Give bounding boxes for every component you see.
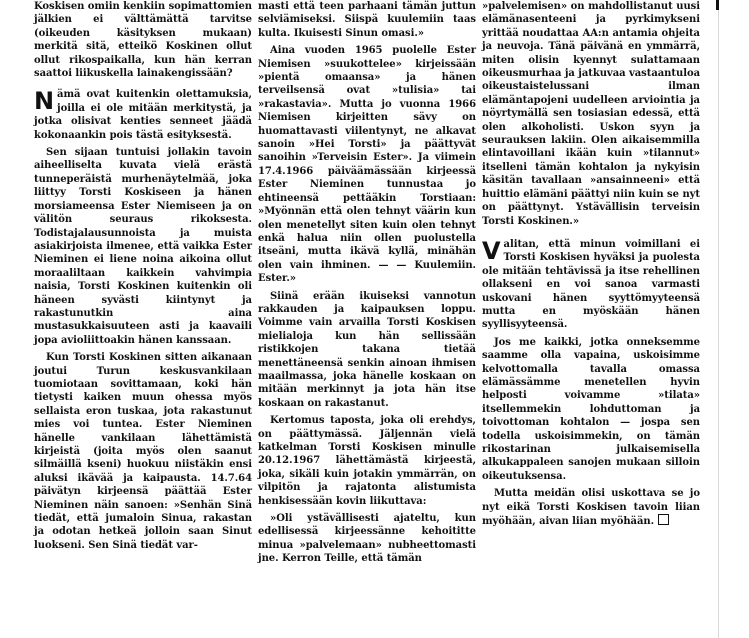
paragraph-text: alitan, että minun voimillani ei Torsti Koskisen hyväksi ja puolesta ole mitään tehtävissä ja itse rehellinen ollakseni en voi sanoa varmasti uskovani hänen syyttömyyteensä mutta en myöskään hänen syyllisyyteensä. [482, 238, 700, 331]
drop-cap: V [482, 236, 501, 265]
paragraph-text: Mutta meidän olisi uskottava se jo nyt eikä Torsti Koskisen tavoin liian myöhään, aivan liian myöhään. [482, 488, 700, 528]
paragraph: Kun Torsti Koskinen sitten aikanaan joutui Turun keskusvankilaan tuomiotaan sovittamaan, koki hän tietysti kaiken muun ohessa myös sellaista eron tuskaa, jota rakastunut mies voi tuntea. Ester Nieminen hänelle vankilaan lähettämistä kirjeistä (joita myös olen saanut silmäillä kseni) huokuu niistäkin ensi aluksi ikävää ja kaipausta. 14.7.64 päivätyn kirjeensä päättää Ester Nieminen näin sanoen: »Senhän Sinä tiedät, että jumaloin Sinua, rakastan ja odotan hetkeä jolloin saan Sinut luokseni. Sen Sinä tiedät var- [34, 352, 252, 551]
paragraph: »Oli ystävällisesti ajateltu, kun edellisessä kirjeessänne kehoititte minua »palvelemaan» nubheettomasti jne. Kerron Teille, että tämän [258, 513, 476, 565]
paragraph: Sen sijaan tuntuisi jollakin tavoin aiheelliselta kuvata vielä erästä tunneperäistä murhenäytelmää, joka liittyy Torsti Koskiseen ja hänen morsiameensa Ester Niemiseen ja on välitön seuraus rikoksesta. Todistajalausunnoista ja muista asiakirjoista ilmenee, että vaikka Ester Nieminen ei liene noina aikoina ollut moraaliltaan kaikkein vahvimpia naisia, Torsti Koskinen kuitenkin oli häneen syvästi kiintynyt ja rakastunutkin aina mustasukkaisuuteen asti ja kaavaili jopa avioliittoakin hänen kanssaan. [34, 147, 252, 346]
end-mark-icon [658, 514, 669, 525]
paragraph: Siinä erään ikuiseksi vannotun rakkauden ja kaipauksen loppu. Voimme vain arvailla Torsti Koskisen mielialoja kun hän sellissään ristikkojen takana tietää menettäneensä senkin ainoan ihmisen maailmassa, joka hänelle koskaan on mitään merkinnyt ja jota hän itse koskaan on rakastanut. [258, 290, 476, 409]
column-3 [482, 0, 700, 532]
page-edge-line [718, 0, 719, 638]
paragraph: masti että teen parhaani tämän juttun selviämiseksi. Siispä kuulemiin taas kulta. Ikuisesti Sinun omasi.» [258, 1, 476, 39]
paragraph [34, 88, 252, 142]
paragraph: Jos me kaikki, jotka onneksemme saamme olla vapaina, uskoisimme kelvottomalla tavalla omassa elämässämme menetellen hyvin helposti voivamme »tilata» itsellemmekin lohduttoman ja toivottoman kohtalon — jospa sen todella uskoisimmekin, on tämän rikostarinan julkaisemisella alkukappaleen sanojen mukaan silloin oikeutuksensa. [482, 336, 700, 482]
paragraph: »palvelemisen» on mahdollistanut uusi elämänasenteeni ja pyrkimykseni yrittää noudattaa AA:n antamia ohjeita ja neuvoja. Tänä päivänä en ymmärrä, miten olisin kyennyt sulattamaan oikeusmurhaa ja jatkuvaa vastaantuloa oikeustaistelussani ilman elämäntapojeni uudelleen arviointia ja nöyrtymällä sen tosiasian edessä, että olen alkoholisti. Uskon syyn ja seurauksen lakiin. Olen aikaisemmilla elintavoillani ikään kuin »tilannut» itselleni tämän kohtalon ja nykyisin käsitän tavallaan »ansainneeni» että huittio elämäni päättyi niin kuin se nyt on päättynyt. Ystävällisin terveisin Torsti Koskinen.» [482, 1, 700, 227]
paragraph: Aina vuoden 1965 puolelle Ester Niemisen »suukottelee» kirjeissään »pientä omaansa» ja hänen terveilsensä ovat »tulisia» tai »rakastavia». Mutta jo vuonna 1966 Niemisen kirjeitten sävy on huomattavasti viilentynyt, ne alkavat sanoin »Hei Torsti» ja päättyvät sanoihin »Terveisin Ester». Ja viimein 17.4.1966 päiväämässään kirjeessä Ester Nieminen tunnustaa jo ehtineensä pettääkin Torstiaan: »Myönnän että olen tehnyt väärin kun olen menetellyt siten kuin olen tehnyt enkä halua niin ollen puolustella itseäni, mutta ikävä kyllä, minähän olen vain ihminen. — — Kuulemiin. Ester.» [258, 45, 476, 285]
paragraph: Kertomus taposta, joka oli erehdys, on päättymässä. Jäljennän vielä katkelman Torsti Koskisen minulle 20.12.1967 lähettämästä kirjeestä, joka, sikäli kuin jotakin ymmärrän, on vilpitön ja rajatonta alistumista henkisessään kovin liikuttava: [258, 415, 476, 507]
column-2 [258, 0, 476, 570]
paragraph [482, 487, 700, 528]
paragraph [482, 238, 700, 332]
paragraph-text: ämä ovat kuitenkin olettamuksia, joilla ei ole mitään merkitystä, ja jotka olisivat kenties senneet jäädä kokonaankin pois tästä esityksestä. [34, 89, 252, 141]
corner-mark [716, 0, 719, 10]
drop-cap: N [34, 87, 55, 116]
column-1 [34, 0, 252, 556]
paragraph: Koskisen omiin kenkiin sopimattomien jälkien ei välttämättä tarvitse (oikeuden käsityksen mukaan) merkitä sitä, etteikö Koskinen ollut ollut rikospaikalla, kun hän kerran saattoi liikuskella lainakengissään? [34, 1, 252, 80]
